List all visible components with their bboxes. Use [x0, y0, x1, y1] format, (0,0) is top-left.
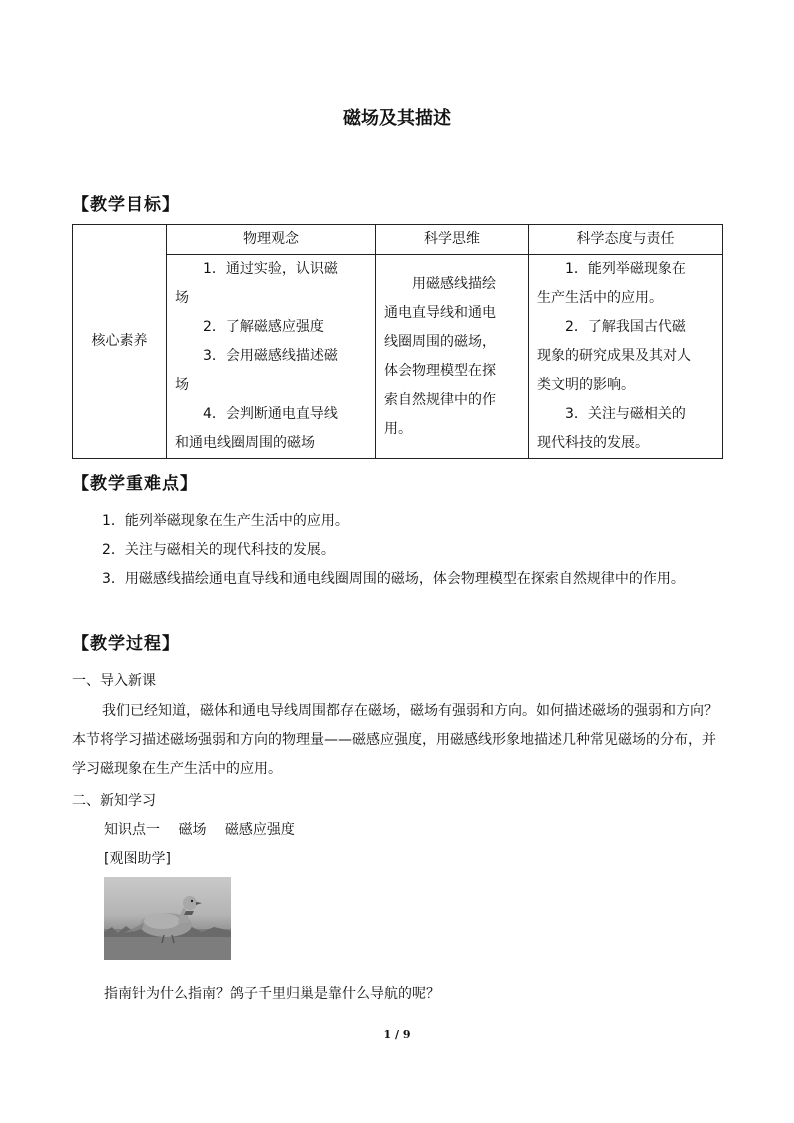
heading-objectives: 【教学目标】	[72, 195, 180, 215]
cell-line: 生产生活中的应用。	[537, 290, 663, 306]
observe-label: [观图助学]	[104, 851, 171, 867]
table-header-row	[73, 225, 723, 255]
intro-paragraph: 我们已经知道，磁体和通电导线周围都存在磁场，磁场有强弱和方向。如何描述磁场的强弱和方向？本节将学习描述磁场强弱和方向的物理量——磁感应强度，用磁感线形象地描述几种常见磁场的分布，并学习磁现象在生产生活中的应用。	[72, 703, 718, 777]
cell-line: 通电直导线和通电	[384, 304, 496, 321]
cell-line: 索自然规律中的作	[384, 391, 496, 408]
cell-physics-concepts	[167, 255, 376, 459]
cell-line: 和通电线圈周围的磁场	[175, 435, 315, 451]
cell-line: 3．会用磁感线描述磁	[203, 348, 338, 364]
cell-scientific-thinking	[376, 255, 529, 459]
key-point-item: 1．能列举磁现象在生产生活中的应用。	[102, 513, 349, 529]
cell-line: 用磁感线描绘	[412, 275, 496, 292]
key-point-item: 3．用磁感线描绘通电直导线和通电线圈周围的磁场，体会物理模型在探索自然规律中的作用。	[102, 571, 685, 587]
section-new-knowledge-heading: 二、新知学习	[72, 793, 156, 809]
pigeon-illustration	[104, 877, 231, 960]
cell-line: 线圈周围的磁场，	[384, 333, 496, 350]
cell-line: 体会物理模型在探	[384, 362, 496, 379]
cell-line: 场	[175, 290, 189, 306]
table-content-row	[73, 255, 723, 459]
cell-line: 用。	[384, 420, 412, 437]
cell-line: 现象的研究成果及其对人	[537, 348, 691, 364]
cell-line: 4．会判断通电直导线	[203, 406, 338, 422]
heading-process: 【教学过程】	[72, 634, 180, 654]
heading-key-points: 【教学重难点】	[72, 474, 198, 494]
column-header-attitude-responsibility: 科学态度与责任	[529, 225, 723, 255]
cell-line: 类文明的影响。	[537, 377, 635, 393]
cell-line: 1．通过实验，认识磁	[203, 261, 338, 277]
page-number: 1 / 9	[383, 1028, 411, 1041]
objectives-table	[72, 224, 723, 459]
key-point-item: 2．关注与磁相关的现代科技的发展。	[102, 542, 335, 558]
cell-line: 1．能列举磁现象在	[565, 261, 686, 277]
cell-line: 2．了解磁感应强度	[203, 319, 324, 335]
cell-line: 现代科技的发展。	[537, 435, 649, 451]
column-header-scientific-thinking: 科学思维	[376, 225, 529, 255]
cell-line: 场	[175, 377, 189, 393]
key-points-list	[72, 507, 722, 594]
cell-line: 2．了解我国古代磁	[565, 319, 686, 335]
section-intro-heading: 一、导入新课	[72, 673, 156, 689]
cell-attitude-responsibility	[529, 255, 723, 459]
cell-line: 3．关注与磁相关的	[565, 406, 686, 422]
column-header-physics-concepts: 物理观念	[167, 225, 376, 255]
knowledge-point-title: 知识点一 磁场 磁感应强度	[104, 822, 295, 838]
pigeon-photo	[104, 877, 231, 960]
question-text: 指南针为什么指南？鸽子千里归巢是靠什么导航的呢？	[104, 986, 440, 1002]
page-title: 磁场及其描述	[343, 108, 451, 129]
row-label-core-literacy: 核心素养	[73, 225, 167, 459]
